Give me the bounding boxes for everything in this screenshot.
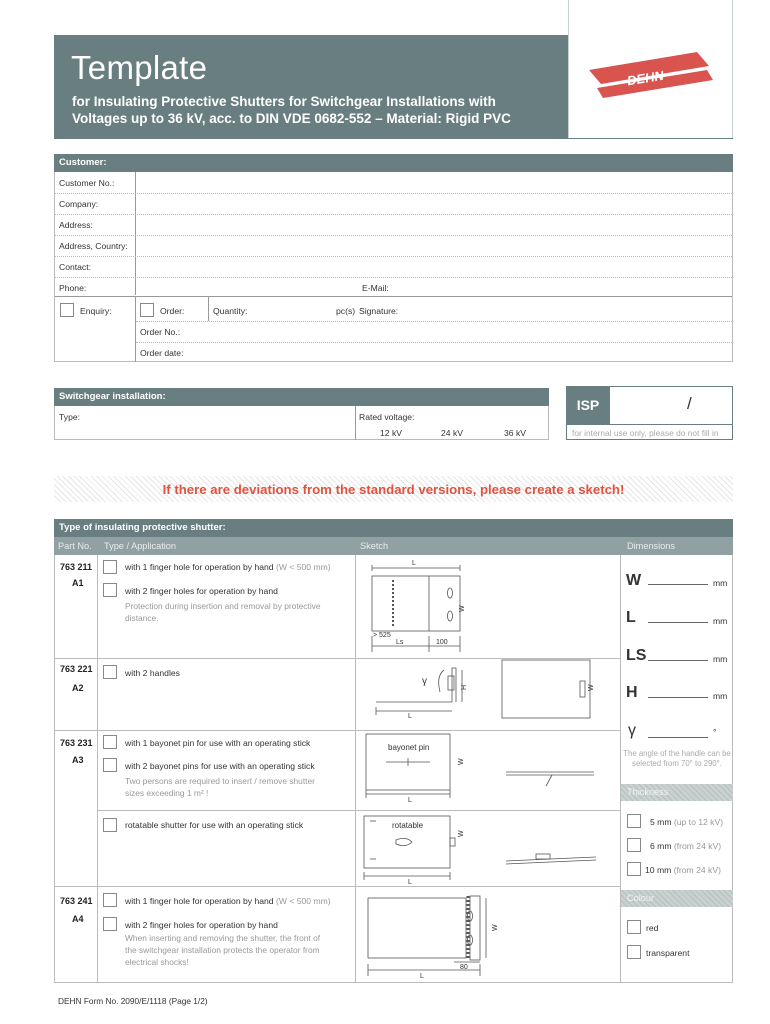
thickness-5mm-label: 5 mm (up to 12 kV) [650,817,724,827]
sketch-a4-W: W [492,924,499,931]
dim-h-symbol: H [626,684,638,701]
dim-ls-unit: mm [713,654,728,664]
sketch-a2-gamma: γ [422,676,427,687]
dim-h-unit: mm [713,691,728,701]
dehn-logo [569,0,732,138]
phone-field[interactable] [136,278,360,296]
a4-two-holes-label: with 2 finger holes for operation by hand [125,920,278,930]
address-label: Address: [59,220,93,230]
dim-ls-field[interactable] [648,660,708,661]
colour-red-label: red [646,923,659,933]
sketch-a3-bayonet: bayonet pin [388,743,430,752]
order-date-label: Order date: [140,348,184,358]
order-date-field[interactable] [195,343,732,361]
sketch-a1-525: > 525 [373,632,391,639]
a1-one-hole-checkbox[interactable] [103,560,117,574]
order-no-label: Order No.: [140,327,181,337]
sketch-rot-W: W [458,830,465,837]
dim-ls-symbol: LS [626,647,647,664]
contact-label: Contact: [59,262,92,272]
address-country-field[interactable] [136,236,732,256]
colour-transparent-checkbox[interactable] [627,945,641,959]
logo-panel [568,0,733,138]
sketch-a1-Ls: Ls [396,639,404,646]
code-a2: A2 [72,683,84,693]
part-no-763231: 763 231 [60,738,93,748]
sketch-a2-W: W [588,684,595,691]
contact-field[interactable] [136,257,732,277]
thickness-10mm-checkbox[interactable] [627,862,641,876]
dim-w-unit: mm [713,578,728,588]
deviation-notice: If there are deviations from the standard versions, please create a sketch! [162,482,625,497]
dim-w-field[interactable] [648,584,708,585]
customer-no-label: Customer No.: [59,178,115,188]
signature-field[interactable] [402,300,732,318]
voltage-12kv[interactable]: 12 kV [380,428,402,438]
part-no-763241: 763 241 [60,896,93,906]
a1-note: Protection during insertion and removal by protective distance. [125,601,321,623]
rated-voltage-label: Rated voltage: [359,412,415,422]
address-field[interactable] [136,215,732,235]
thickness-5mm-checkbox[interactable] [627,814,641,828]
colour-title: Colour [627,893,655,903]
isp-note: for internal use only, please do not fill in [572,428,719,438]
a2-handles-checkbox[interactable] [103,665,117,679]
footer-form-no: DEHN Form No. 2090/E/1118 (Page 1/2) [58,996,208,1006]
dim-w-symbol: W [626,572,642,589]
order-label: Order: [160,306,185,316]
switchgear-section-header: Switchgear installation: [54,388,549,406]
thickness-6mm-checkbox[interactable] [627,838,641,852]
a2-handles-label: with 2 handles [125,668,180,678]
sketch-a4-80: 80 [460,964,468,971]
isp-slash: / [687,394,692,413]
sketch-rot-L: L [408,879,412,886]
voltage-36kv[interactable]: 36 kV [504,428,526,438]
sketch-a3-L: L [408,797,412,804]
thickness-10mm-label: 10 mm (from 24 kV) [645,865,721,875]
order-checkbox[interactable] [140,303,154,317]
a3-note: Two persons are required to insert / remove shutter sizes exceeding 1 m² ! [125,776,315,798]
sketch-area [356,556,620,984]
dim-gamma-unit: ° [713,727,717,737]
sketch-a3-W: W [458,758,465,765]
thickness-title: Thickness [627,787,669,797]
address-country-label: Address, Country: [59,241,128,251]
a3-rotatable-label: rotatable shutter for use with an operating stick [125,820,304,830]
enquiry-label: Enquiry: [80,306,112,316]
thickness-6mm-label: 6 mm (from 24 kV) [650,841,722,851]
phone-label: Phone: [59,283,87,293]
enquiry-checkbox[interactable] [60,303,74,317]
dim-l-field[interactable] [648,622,708,623]
email-field[interactable] [400,278,732,296]
a3-two-pins-checkbox[interactable] [103,758,117,772]
colour-red-checkbox[interactable] [627,920,641,934]
sketch-a2-L: L [408,713,412,720]
a4-one-hole-label: with 1 finger hole for operation by hand (W < 500 mm) [125,896,331,906]
dim-l-unit: mm [713,616,728,626]
a1-two-holes-label: with 2 finger holes for operation by hand [125,586,278,596]
a4-two-holes-checkbox[interactable] [103,917,117,931]
dim-l-symbol: L [626,609,636,626]
customer-section-header: Customer: [54,154,733,172]
form-title: Template [71,49,208,86]
dim-h-field[interactable] [648,697,708,698]
dim-gamma-symbol: γ [628,722,636,739]
sketch-a1-L: L [412,560,416,567]
signature-label: Signature: [359,306,399,316]
dim-gamma-field[interactable] [648,737,708,738]
quantity-field[interactable] [255,300,335,318]
angle-note: The angle of the handle can be selected from 70° to 290°. [623,749,731,768]
switchgear-type-field[interactable] [90,408,352,438]
col-part-no: Part No. [58,541,92,551]
col-dimensions: Dimensions [627,541,675,551]
voltage-24kv[interactable]: 24 kV [441,428,463,438]
sketch-a4-L: L [420,973,424,980]
isp-label: ISP [566,386,610,424]
pcs-label: pc(s) [336,306,356,316]
colour-transparent-label: transparent [646,948,690,958]
a4-one-hole-checkbox[interactable] [103,893,117,907]
sketch-a1-W: W [459,605,466,612]
quantity-label: Quantity: [213,306,248,316]
code-a4: A4 [72,914,84,924]
sketch-rot-label: rotatable [392,821,424,830]
col-sketch: Sketch [360,541,389,551]
sketch-a2-H: H [461,684,468,690]
part-no-763211: 763 211 [60,562,93,572]
type-label: Type: [59,412,81,422]
part-no-763221: 763 221 [60,664,93,674]
company-field[interactable] [136,194,732,214]
a4-note: When inserting and removing the shutter, the front of the switchgear installation protects the operator from electrical shocks! [125,933,321,967]
code-a1: A1 [72,578,84,588]
a1-one-hole-label: with 1 finger hole for operation by hand (W < 500 mm) [125,562,331,572]
col-type: Type / Application [104,541,177,551]
a3-two-pins-label: with 2 bayonet pins for use with an operating stick [125,761,315,771]
code-a3: A3 [72,755,84,765]
order-no-field[interactable] [190,322,732,340]
email-label: E-Mail: [362,283,389,293]
logo-text: DEHN [626,67,665,89]
company-label: Company: [59,199,99,209]
customer-no-field[interactable] [136,173,732,193]
a1-two-holes-checkbox[interactable] [103,583,117,597]
form-subtitle: for Insulating Protective Shutters for Switchgear Installations with Voltages up to 36 kV, acc. to DIN VDE 0682-552 – Material: Rigid PVC [72,94,511,126]
a3-rotatable-checkbox[interactable] [103,818,117,832]
a3-one-pin-label: with 1 bayonet pin for use with an operating stick [125,738,311,748]
a3-one-pin-checkbox[interactable] [103,735,117,749]
sketch-a1-100: 100 [436,639,448,646]
shutter-section-header: Type of insulating protective shutter: [54,519,733,537]
